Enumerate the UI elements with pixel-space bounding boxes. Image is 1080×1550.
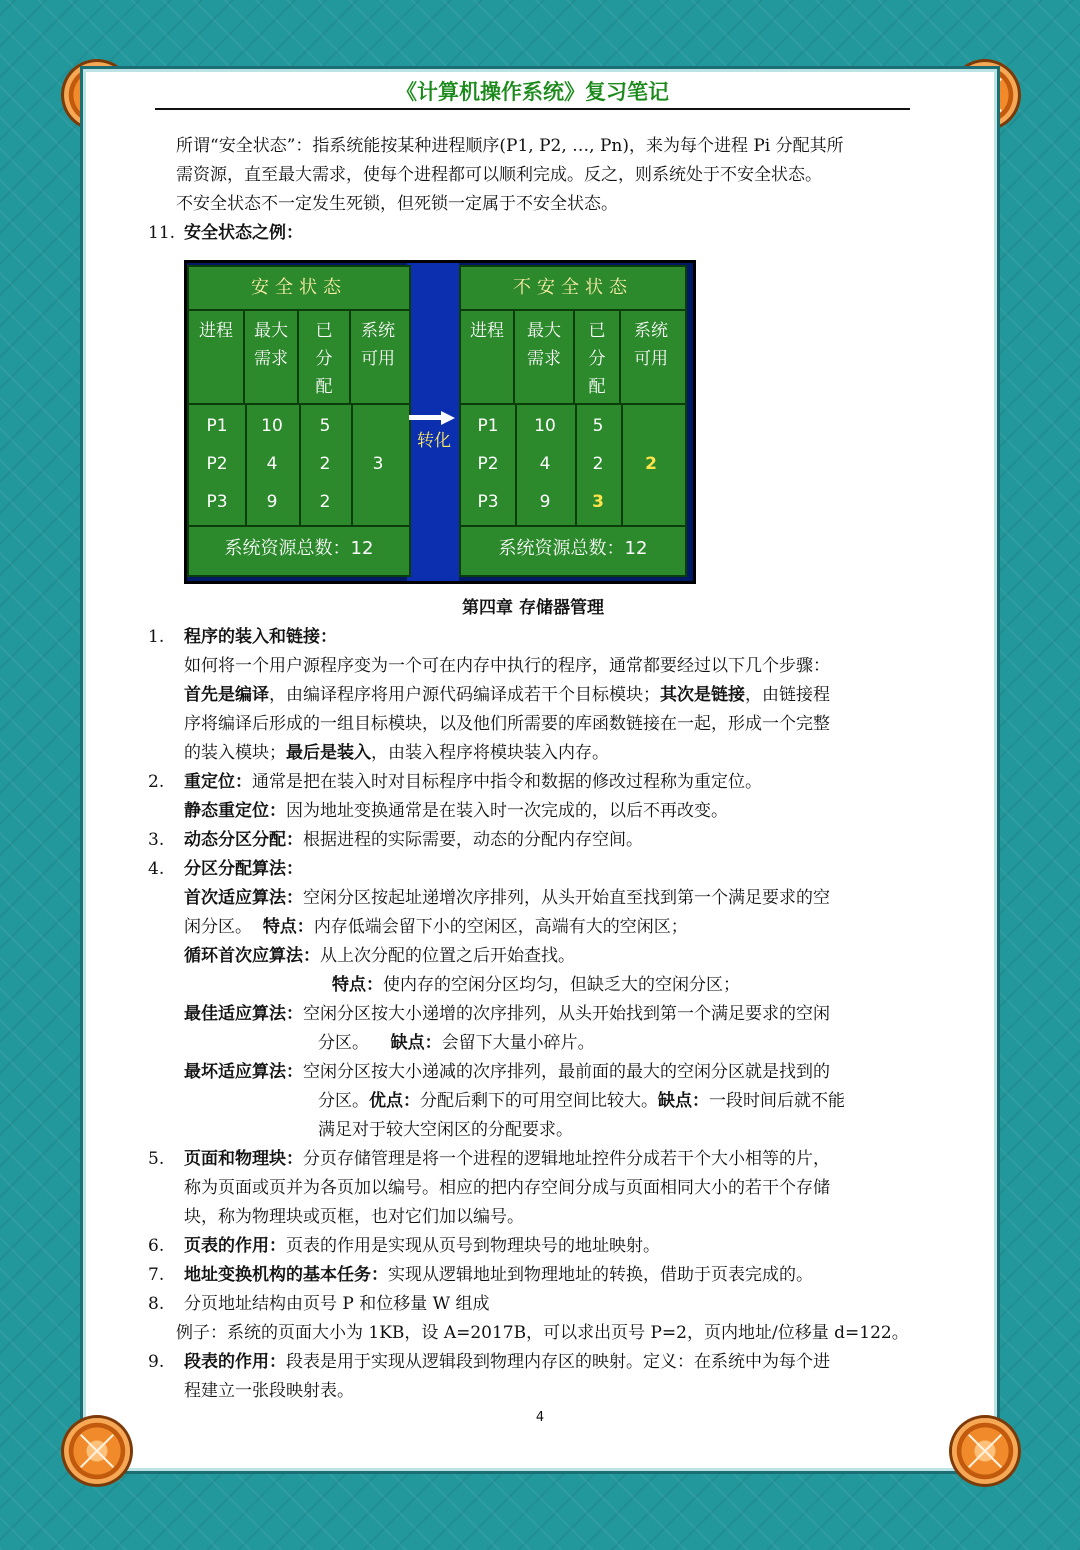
- item-7: [148, 1261, 918, 1290]
- table-body: [461, 405, 685, 527]
- item-text: 分页地址结构由页号 P 和位移量 W 组成: [184, 1294, 490, 1314]
- item-1-line-3: 序将编译后形成的一组目标模块，以及他们所需要的库函数链接在一起，形成一个完整: [184, 714, 830, 734]
- table-header: [461, 311, 685, 405]
- item-text: 实现从逻辑地址到物理地址的转换，借助于页表完成的。: [388, 1265, 813, 1285]
- max-cell: 10: [261, 416, 283, 436]
- header-max-demand: 最大需求: [245, 311, 299, 403]
- text-span: 内存低端会留下小的空闲区，高端有大的空闲区；: [313, 917, 688, 937]
- panel-title: 安全状态: [189, 267, 409, 311]
- text-span: 会留下大量小碎片。: [441, 1033, 595, 1053]
- bold-term: 循环首次应算法：: [184, 946, 320, 966]
- text-span: 的装入模块；: [184, 743, 286, 763]
- item-number: 2.: [148, 772, 165, 792]
- safe-state-panel: [187, 265, 411, 577]
- item-label: 分区分配算法：: [184, 859, 303, 879]
- item-number: 3.: [148, 830, 165, 850]
- chapter-title: 第四章 存储器管理: [462, 598, 604, 618]
- item-4: [148, 855, 918, 884]
- item-label: 页表的作用：: [184, 1236, 286, 1256]
- max-cell: 9: [539, 492, 551, 512]
- alloc-cell: 2: [319, 454, 331, 474]
- table-header: [189, 311, 409, 405]
- text-span: 从上次分配的位置之后开始查找。: [320, 946, 575, 966]
- alloc-column: [299, 405, 353, 525]
- header-available: 系统可用: [634, 321, 668, 369]
- item-text: 段表是用于实现从逻辑段到物理内存区的映射。定义：在系统中为每个进: [286, 1352, 830, 1372]
- max-column: [515, 405, 577, 525]
- item-number: 1.: [148, 627, 165, 647]
- panel-total: 系统资源总数：12: [498, 538, 648, 559]
- item-number: 11.: [148, 223, 176, 243]
- bold-term: 首次适应算法：: [184, 888, 303, 908]
- transition-label: 转化: [417, 431, 451, 451]
- item-number: 6.: [148, 1236, 165, 1256]
- item-9-line-2: 程建立一张段映射表。: [184, 1381, 354, 1401]
- item-1-line-4: [148, 739, 918, 768]
- item-2-sub: [148, 797, 918, 826]
- text-span: 空闲分区按起址递增次序排列，从头开始直至找到第一个满足要求的空: [303, 888, 830, 908]
- process-cell: P1: [206, 416, 228, 436]
- item-number: 8.: [148, 1294, 165, 1314]
- item-3: [148, 826, 918, 855]
- max-column: [245, 405, 301, 525]
- process-column: [189, 405, 247, 525]
- max-cell: 4: [266, 454, 278, 474]
- item-label: 重定位：: [184, 772, 252, 792]
- bold-term: 最后是装入: [286, 743, 371, 763]
- avail-cell: 3: [372, 454, 384, 474]
- algo-next-fit-feature: [148, 971, 918, 1000]
- algo-worst-fit-line-3: 满足对于较大空闲区的分配要求。: [318, 1120, 573, 1140]
- safe-state-figure: [184, 260, 696, 584]
- max-cell: 10: [534, 416, 556, 436]
- text-span: ，由链接程: [745, 685, 830, 705]
- intro-line-1: 所谓“安全状态”：指系统能按某种进程顺序(P1, P2, …, Pn)，来为每个进程 Pi 分配其所: [176, 136, 844, 156]
- process-cell: P2: [477, 454, 499, 474]
- text-span: 分配后剩下的可用空间比较大。: [420, 1091, 658, 1111]
- bold-term: 优点：: [369, 1091, 420, 1111]
- item-text: 通常是把在装入时对目标程序中指令和数据的修改过程称为重定位。: [252, 772, 762, 792]
- intro-line-2: 需资源，直至最大需求，使每个进程都可以顺利完成。反之，则系统处于不安全状态。: [176, 165, 822, 185]
- item-2: [148, 768, 918, 797]
- process-column: [461, 405, 517, 525]
- process-cell: P3: [477, 492, 499, 512]
- alloc-cell: 2: [592, 454, 604, 474]
- max-cell: 4: [539, 454, 551, 474]
- item-1: [148, 623, 918, 652]
- item-8: [148, 1290, 918, 1319]
- intro-line-3: 不安全状态不一定发生死锁，但死锁一定属于不安全状态。: [176, 194, 618, 214]
- right-arrow-icon: [409, 411, 455, 423]
- table-body: [189, 405, 409, 527]
- bold-term: 缺点：: [658, 1091, 709, 1111]
- text-span: 空闲分区按大小递减的次序排列，最前面的最大的空闲分区就是找到的: [303, 1062, 830, 1082]
- panel-total: 系统资源总数：12: [224, 538, 374, 559]
- item-label: 程序的装入和链接：: [184, 627, 337, 647]
- text-span: 使内存的空闲分区均匀，但缺乏大的空闲分区；: [383, 975, 740, 995]
- header-max-demand: 最大需求: [515, 311, 575, 403]
- corner-ornament-bottom-right: [952, 1418, 1018, 1484]
- alloc-cell: 2: [319, 492, 331, 512]
- algo-next-fit: [148, 942, 918, 971]
- item-label: 页面和物理块：: [184, 1149, 303, 1169]
- text-span: 闲分区。: [184, 917, 263, 937]
- unsafe-state-panel: [459, 265, 687, 577]
- avail-column: [621, 405, 681, 525]
- item-text: 分页存储管理是将一个进程的逻辑地址控件分成若干个大小相等的片，: [303, 1149, 830, 1169]
- page-number: 4: [535, 1410, 545, 1425]
- item-11: [148, 219, 918, 248]
- item-label: 地址变换机构的基本任务：: [184, 1265, 388, 1285]
- header-process: 进程: [461, 311, 515, 403]
- text-span: ，由编译程序将用户源代码编译成若干个目标模块；: [269, 685, 660, 705]
- corner-ornament-bottom-left: [64, 1418, 130, 1484]
- item-5-line-3: 块，称为物理块或页框，也对它们加以编号。: [184, 1207, 524, 1227]
- max-cell: 9: [266, 492, 278, 512]
- item-6: [148, 1232, 918, 1261]
- header-process: 进程: [189, 311, 245, 403]
- item-1-line-2: [148, 681, 918, 710]
- avail-column: [351, 405, 405, 525]
- algo-best-fit: [148, 1000, 918, 1029]
- bold-term: 特点：: [332, 975, 383, 995]
- text-span: 分区。: [318, 1091, 369, 1111]
- item-8-example: 例子：系统的页面大小为 1KB，设 A=2017B，可以求出页号 P=2，页内地址/位移量 d=122。: [176, 1323, 909, 1343]
- algo-best-fit-line-2: [148, 1029, 918, 1058]
- item-text: 根据进程的实际需要，动态的分配内存空间。: [303, 830, 643, 850]
- bold-term: 最佳适应算法：: [184, 1004, 303, 1024]
- bold-term: 缺点：: [390, 1033, 442, 1053]
- text-span: 一段时间后就不能: [709, 1091, 845, 1111]
- alloc-cell: 5: [319, 416, 331, 436]
- page-content: [148, 132, 918, 1406]
- algo-first-fit: [148, 884, 918, 913]
- avail-cell-highlight: 2: [645, 454, 657, 474]
- header-allocated: 已分配: [299, 311, 351, 403]
- item-9: [148, 1348, 918, 1377]
- bold-term: 特点：: [262, 917, 314, 937]
- algo-worst-fit-line-2: [148, 1087, 918, 1116]
- item-5-line-2: 称为页面或页并为各页加以编号。相应的把内存空间分成与页面相同大小的若干个存储: [184, 1178, 830, 1198]
- alloc-cell-highlight: 3: [592, 492, 604, 512]
- algo-worst-fit: [148, 1058, 918, 1087]
- bold-term: 其次是链接: [660, 685, 745, 705]
- item-5: [148, 1145, 918, 1174]
- bold-term: 首先是编译: [184, 685, 269, 705]
- process-cell: P2: [206, 454, 228, 474]
- item-1-line-1: 如何将一个用户源程序变为一个可在内存中执行的程序，通常都要经过以下几个步骤：: [184, 656, 830, 676]
- text-span: 因为地址变换通常是在装入时一次完成的，以后不再改变。: [286, 801, 728, 821]
- header-allocated: 已分配: [575, 311, 621, 403]
- item-text: 页表的作用是实现从页号到物理块号的地址映射。: [286, 1236, 660, 1256]
- algo-first-fit-line-2: [148, 913, 918, 942]
- item-label: 段表的作用：: [184, 1352, 286, 1372]
- header-available: 系统可用: [361, 321, 395, 369]
- alloc-cell: 5: [592, 416, 604, 436]
- item-label: 安全状态之例：: [184, 223, 303, 243]
- alloc-column: [575, 405, 623, 525]
- text-span: 空闲分区按大小递增的次序排列，从头开始找到第一个满足要求的空闲: [303, 1004, 830, 1024]
- process-cell: P3: [206, 492, 228, 512]
- item-number: 7.: [148, 1265, 165, 1285]
- item-number: 9.: [148, 1352, 165, 1372]
- text-span: 分区。: [318, 1033, 391, 1053]
- page-header-title: 《计算机操作系统》复习笔记: [155, 76, 910, 110]
- bold-term: 静态重定位：: [184, 801, 286, 821]
- process-cell: P1: [477, 416, 499, 436]
- item-number: 5.: [148, 1149, 165, 1169]
- item-number: 4.: [148, 859, 165, 879]
- bold-term: 最坏适应算法：: [184, 1062, 303, 1082]
- item-label: 动态分区分配：: [184, 830, 303, 850]
- panel-title: 不安全状态: [461, 267, 685, 311]
- text-span: ，由装入程序将模块装入内存。: [371, 743, 609, 763]
